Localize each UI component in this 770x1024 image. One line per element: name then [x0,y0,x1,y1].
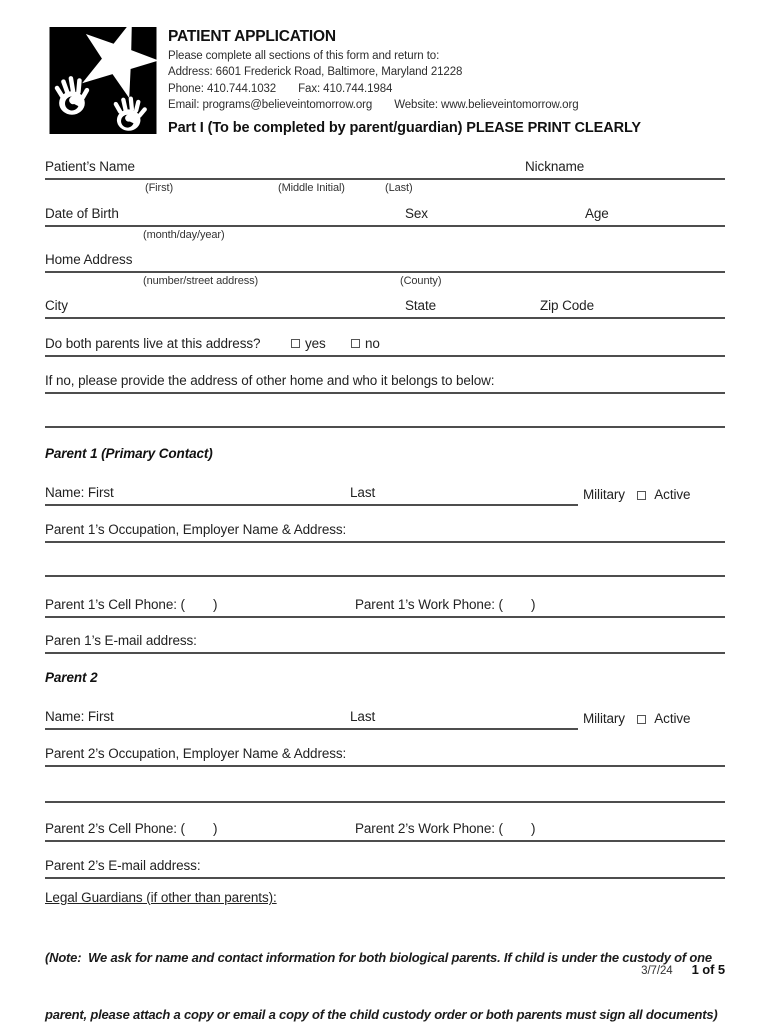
header-fax: Fax: 410.744.1984 [298,82,393,95]
footer-date: 3/7/24 [641,965,673,977]
parent2-active-label: Active [654,711,691,726]
parent2-name-field[interactable] [45,706,578,730]
legal-guardians-label: Legal Guardians (if other than parents): [45,890,277,905]
parent1-occupation-label: Parent 1’s Occupation, Employer Name & Address: [45,522,347,537]
parent2-phones-field[interactable] [45,818,725,842]
parent1-name-field[interactable] [45,482,578,506]
believe-in-tomorrow-logo [47,27,159,134]
parent2-military-label: Military [583,711,625,726]
dob-hints [45,229,725,243]
sex-label: Sex [405,206,428,221]
header-intro: Please complete all sections of this form and return to: [168,49,440,62]
parent1-name-label: Name: First [45,485,114,500]
no-checkbox[interactable] [351,339,360,348]
parent1-email-label: Paren 1’s E-mail address: [45,633,197,648]
parent1-phones-field[interactable] [45,594,725,618]
parent2-occupation-field[interactable] [45,744,725,767]
parent1-active-checkbox[interactable] [637,491,646,500]
page-footer [641,962,725,977]
both-parents-question: Do both parents live at this address? [45,336,261,351]
part1-heading: Part I (To be completed by parent/guardian) PLEASE PRINT CLEARLY [168,120,641,136]
city-state-zip-field[interactable] [45,294,725,319]
home-address-field[interactable] [45,248,725,273]
parent1-occupation-blank-line[interactable] [45,575,725,577]
parent1-email-field[interactable] [45,630,725,654]
parent1-active-label: Active [654,487,691,502]
custody-note [45,910,727,1024]
parent2-name-label: Name: First [45,709,114,724]
yes-label: yes [305,336,326,351]
no-label: no [365,336,380,351]
city-label: City [45,298,68,313]
parent1-last-label: Last [350,485,376,500]
address-hints [45,275,725,289]
parent2-active-checkbox[interactable] [637,715,646,724]
parent2-military-group [583,711,690,726]
header-phone: Phone: 410.744.1032 [168,82,277,95]
page-number: 1 of 5 [691,962,725,977]
parent2-occupation-label: Parent 2’s Occupation, Employer Name & Address: [45,746,347,761]
header-email-website [168,98,579,112]
parent1-military-label: Military [583,487,625,502]
patient-name-label: Patient’s Name [45,159,135,174]
parent2-email-field[interactable] [45,855,725,879]
dob-label: Date of Birth [45,206,119,221]
custody-note-line2: parent, please attach a copy or email a copy of the child custody order or both parents must sign all documents) [45,1007,718,1022]
parent1-cell-label: Parent 1’s Cell Phone: ( ) [45,597,218,612]
other-home-label: If no, please provide the address of other home and who it belongs to below: [45,373,495,388]
parent2-last-label: Last [350,709,376,724]
street-hint: (number/street address) [143,275,259,287]
parent2-heading: Parent 2 [45,670,98,685]
form-header [168,28,579,112]
name-hints [45,182,725,196]
last-hint: (Last) [385,182,413,194]
dob-format-hint: (month/day/year) [143,229,225,241]
other-home-blank-line[interactable] [45,426,725,428]
middle-initial-hint: (Middle Initial) [278,182,345,194]
parent1-heading: Parent 1 (Primary Contact) [45,446,213,461]
header-email[interactable]: Email: programs@believeintomorrow.org [168,99,373,111]
header-website[interactable]: Website: www.believeintomorrow.org [394,99,579,111]
other-home-field[interactable] [45,369,725,394]
header-phone-fax [168,82,579,96]
custody-note-line1: (Note: We ask for name and contact information for both biological parents. If child is under the custody of one [45,950,712,965]
parent1-military-group [583,487,690,502]
county-hint: (County) [400,275,442,287]
age-label: Age [585,206,609,221]
both-parents-field[interactable] [45,332,725,357]
form-title: PATIENT APPLICATION [168,28,336,45]
header-address: Address: 6601 Frederick Road, Baltimore, Maryland 21228 [168,66,463,78]
patient-name-field[interactable] [45,155,725,180]
parent2-email-label: Parent 2’s E-mail address: [45,858,201,873]
parent2-occupation-blank-line[interactable] [45,801,725,803]
state-label: State [405,298,437,313]
first-hint: (First) [145,182,174,194]
zip-label: Zip Code [540,298,594,313]
nickname-label: Nickname [525,159,585,174]
parent2-work-label: Parent 2’s Work Phone: ( ) [355,821,536,836]
parent1-work-label: Parent 1’s Work Phone: ( ) [355,597,536,612]
parent2-cell-label: Parent 2’s Cell Phone: ( ) [45,821,218,836]
home-address-label: Home Address [45,252,133,267]
yes-checkbox[interactable] [291,339,300,348]
dob-sex-age-field[interactable] [45,202,725,227]
parent1-occupation-field[interactable] [45,519,725,543]
